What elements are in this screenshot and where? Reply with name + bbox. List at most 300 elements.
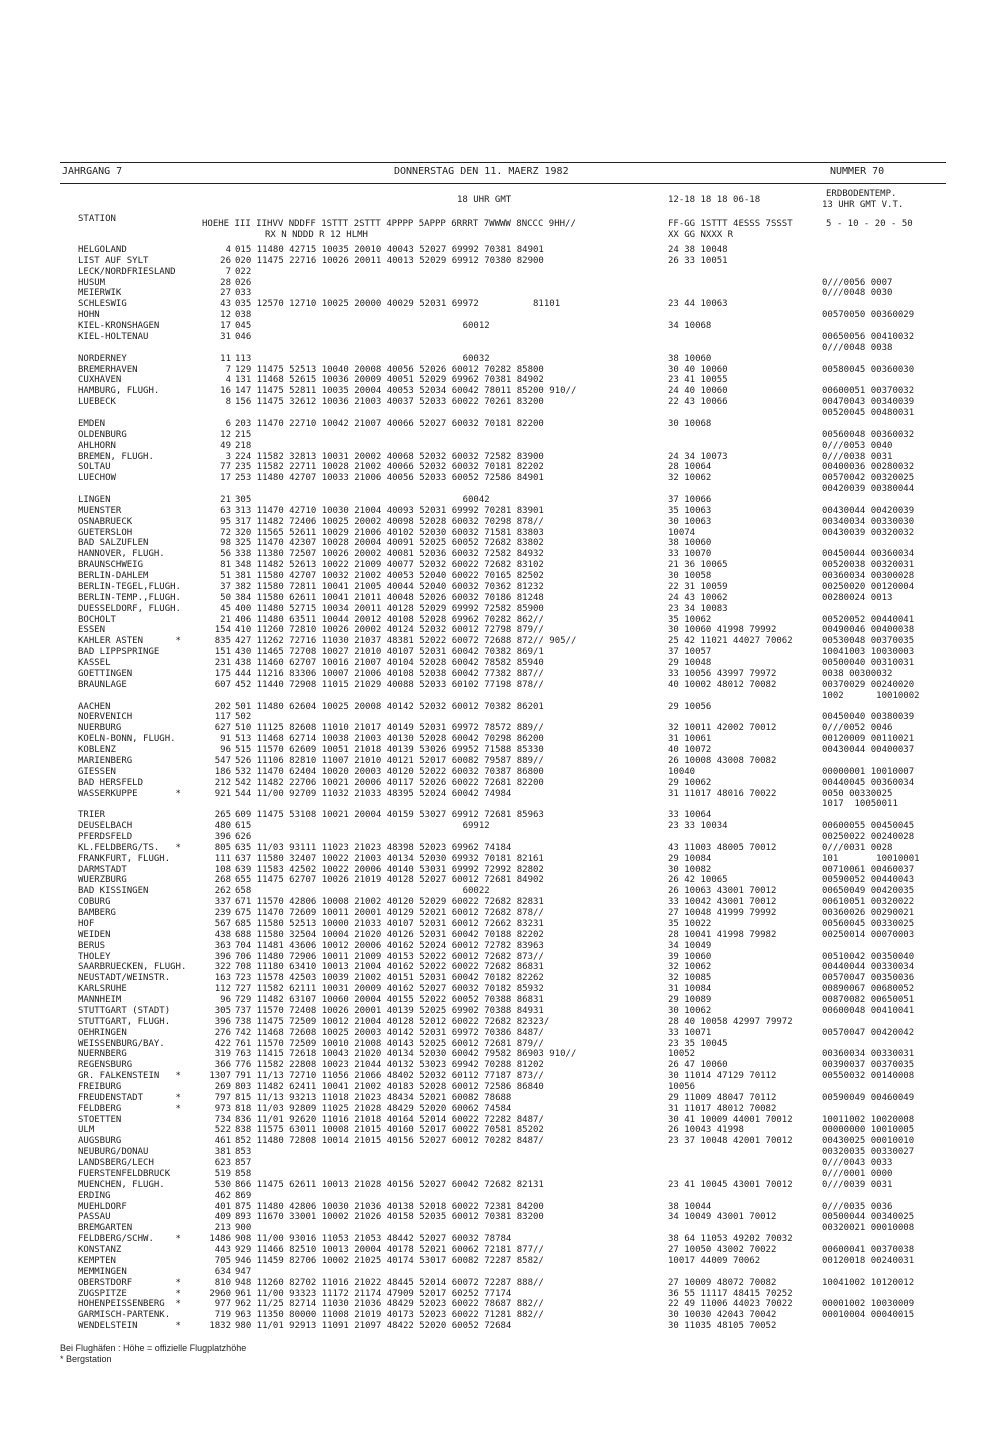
station-name: FRANKFURT, FLUGH. <box>78 853 171 864</box>
station-name: MANNHEIM <box>78 995 122 1006</box>
code-subheading-right: XX GG NXXX R <box>668 230 734 240</box>
station-height: 21 <box>220 614 231 625</box>
soil-temperature: 00320021 00010008 <box>822 1223 915 1234</box>
station-height: 797 <box>214 1092 231 1103</box>
synop-groups: 510 11125 82608 11010 21017 40149 52031 69972 78572 889// <box>235 723 544 734</box>
soil-temperature: 00570047 00350036 <box>822 973 915 984</box>
station-name: COBURG <box>78 897 111 908</box>
synop-groups: 671 11570 42806 10008 21002 40120 52029 60022 72682 82831 <box>235 897 544 908</box>
soil-temperature: 00600051 00370032 <box>822 386 915 397</box>
soil-temperature: 00430044 00420039 <box>822 505 915 516</box>
station-height: 462 <box>214 1190 231 1201</box>
extra-groups: 31 11017 48012 70082 <box>668 1103 777 1114</box>
station-height: 2960 <box>209 1288 231 1299</box>
extra-groups: 30 10063 <box>668 516 712 527</box>
station-name: NEUBURG/DONAU <box>78 1147 149 1158</box>
extra-groups: 29 10089 <box>668 995 712 1006</box>
station-height: 96 <box>220 995 231 1006</box>
station-name: ESSEN <box>78 625 106 636</box>
station-height: 262 <box>214 886 231 897</box>
station-height: 627 <box>214 723 231 734</box>
extra-groups: 22 49 11006 44023 70022 <box>668 1299 793 1310</box>
extra-groups: 30 10058 <box>668 571 712 582</box>
footnote-airports: Bei Flughäfen : Höhe = offizielle Flugplatzhöhe <box>60 1343 247 1353</box>
synop-groups: 761 11570 72509 10010 21008 40143 52025 60012 72681 879// <box>235 1038 544 1049</box>
station-height: 7 <box>225 364 231 375</box>
station-name: FUERSTENFELDBRUCK <box>78 1168 171 1179</box>
station-height: 175 <box>214 668 231 679</box>
extra-groups: 30 10082 <box>668 864 712 875</box>
station-name: BREMERHAVEN <box>78 364 138 375</box>
synop-groups: 742 11468 72608 10025 20003 40142 52031 69972 70386 8487/ <box>235 1027 544 1038</box>
extra-groups: 39 10060 <box>668 951 712 962</box>
station-height: 7 <box>225 266 231 277</box>
station-height: 231 <box>214 658 231 669</box>
station-height: 835 <box>214 636 231 647</box>
extra-groups: 30 41 10009 44001 70012 <box>668 1114 793 1125</box>
station-name: OLDENBURG <box>78 429 127 440</box>
extra-groups: 30 10060 41998 79992 <box>668 625 777 636</box>
station-height: 63 <box>220 505 231 516</box>
station-height: 212 <box>214 777 231 788</box>
extra-groups: 25 42 11021 44027 70062 <box>668 636 793 647</box>
station-height: 213 <box>214 1223 231 1234</box>
station-height: 45 <box>220 603 231 614</box>
soil-temperature: 00370029 00240020 <box>822 679 915 690</box>
footnote-mountain: * Bergstation <box>60 1354 112 1364</box>
soil-temperature: 10011002 10020008 <box>822 1114 915 1125</box>
station-name: HUSUM <box>78 277 106 288</box>
soil-temperature: 00710061 00460037 <box>822 864 915 875</box>
station-height: 461 <box>214 1136 231 1147</box>
station-name: KIEL-KRONSHAGEN <box>78 321 160 332</box>
soil-temperature: 00560045 00330025 <box>822 918 915 929</box>
synop-groups: 033 <box>235 288 252 299</box>
synop-groups: 655 11475 62707 10026 21019 40128 52027 60012 72681 84902 <box>235 875 544 886</box>
synop-groups: 544 11/00 92709 11032 21033 48395 52024 60042 74984 <box>235 788 512 799</box>
extra-groups: 23 35 10045 <box>668 1038 728 1049</box>
synop-groups: 410 11260 72810 10026 20002 40124 52032 60012 72798 879// <box>235 625 544 636</box>
station-height: 96 <box>220 745 231 756</box>
soil-temperature: 0///0052 0046 <box>822 723 893 734</box>
synop-groups: 738 11475 72509 10012 21004 40128 52012 60022 72682 82323/ <box>235 1016 550 1027</box>
synop-groups: 626 <box>235 831 252 842</box>
synop-groups: 776 11582 22808 10023 21044 40132 53023 69942 70288 81202 <box>235 1060 544 1071</box>
station-name: KONSTANZ <box>78 1245 122 1256</box>
synop-groups: 215 <box>235 429 252 440</box>
extra-groups: 29 10056 <box>668 701 712 712</box>
soil-temperature: 00650049 00420035 <box>822 886 915 897</box>
date-label: DONNERSTAG DEN 11. MAERZ 1982 <box>394 166 569 177</box>
station-height: 276 <box>214 1027 231 1038</box>
synop-groups: 325 11470 42307 10028 20004 40091 52025 60052 72682 83802 <box>235 538 544 549</box>
station-height: 56 <box>220 549 231 560</box>
soil-temperature: 0///0048 0030 <box>822 288 893 299</box>
synop-groups: 609 11475 53108 10021 20004 40159 53027 69912 72681 85963 <box>235 810 544 821</box>
station-name: WEIDEN <box>78 929 111 940</box>
soil-temperature: 0///0035 0036 <box>822 1201 893 1212</box>
extra-groups: 24 34 10073 <box>668 451 728 462</box>
synop-groups: 338 11380 72507 10026 20002 40081 52036 60032 72582 84932 <box>235 549 544 560</box>
station-name: LUECHOW <box>78 473 116 484</box>
synop-groups: 046 <box>235 331 252 342</box>
extra-groups: 32 10011 42002 70012 <box>668 723 777 734</box>
soil-temperature: 00001002 10030009 <box>822 1299 915 1310</box>
station-name: FELDBERG * <box>78 1103 181 1114</box>
station-name: MUENSTER <box>78 505 122 516</box>
extra-groups: 33 10042 43001 70012 <box>668 897 777 908</box>
code-heading-right: FF-GG 1STTT 4ESSS 7SSST <box>668 219 793 229</box>
synop-groups: 852 11480 72808 10014 21015 40156 52027 60012 70282 8487/ <box>235 1136 544 1147</box>
soil-temperature: 00340034 00330030 <box>822 516 915 527</box>
soil-temperature: 00890067 00680052 <box>822 984 915 995</box>
station-name: KOELN-BONN, FLUGH. <box>78 734 176 745</box>
station-name: MUENCHEN, FLUGH. <box>78 1179 165 1190</box>
synop-groups: 838 11575 63011 10008 21015 40160 52017 60022 70581 85202 <box>235 1125 544 1136</box>
extra-groups: 28 10041 41998 79982 <box>668 929 777 940</box>
synop-groups: 803 11482 62411 10041 21002 40183 52028 60012 72586 86840 <box>235 1081 544 1092</box>
station-name: HAMBURG, FLUGH. <box>78 386 160 397</box>
station-height: 734 <box>214 1114 231 1125</box>
synop-groups: 313 11470 42710 10030 21004 40093 52031 69992 70281 83901 <box>235 505 544 516</box>
synop-groups: 857 <box>235 1158 252 1169</box>
station-height: 81 <box>220 560 231 571</box>
synop-groups: 908 11/00 93016 11053 21053 48442 52027 60032 78784 <box>235 1234 512 1245</box>
synop-groups: 235 11582 22711 10028 21002 40066 52032 60032 70181 82202 <box>235 462 544 473</box>
soil-temperature: 00520052 00440041 <box>822 614 915 625</box>
station-height: 51 <box>220 571 231 582</box>
station-name: MEMMINGEN <box>78 1266 127 1277</box>
soil-temperature: 00280024 0013 <box>822 592 893 603</box>
extra-groups: 26 42 10065 <box>668 875 728 886</box>
extra-groups: 22 31 10059 <box>668 581 728 592</box>
synop-groups: 858 <box>235 1168 252 1179</box>
station-height: 530 <box>214 1179 231 1190</box>
station-height: 31 <box>220 331 231 342</box>
synop-groups: 317 11482 72406 10025 20002 40098 52028 60032 70298 878// <box>235 516 544 527</box>
soil-temperature: 00250020 00120004 <box>822 581 915 592</box>
extra-groups: 24 38 10048 <box>668 245 728 255</box>
station-height: 381 <box>214 1147 231 1158</box>
station-height: 72 <box>220 527 231 538</box>
extra-groups: 22 43 10066 <box>668 397 728 408</box>
synop-groups: 129 11475 52513 10040 20008 40056 52026 60012 70282 85800 <box>235 364 544 375</box>
extra-groups: 31 10084 <box>668 984 712 995</box>
station-height: 363 <box>214 940 231 951</box>
synop-groups: 947 <box>235 1266 252 1277</box>
station-height: 422 <box>214 1038 231 1049</box>
station-name: GARMISCH-PARTENK. <box>78 1310 171 1321</box>
station-name: GIESSEN <box>78 766 116 777</box>
page-header <box>60 162 946 184</box>
soil-temperature: 00360026 00290021 <box>822 908 915 919</box>
station-name: SCHLESWIG <box>78 299 127 310</box>
synop-groups: 224 11582 32813 10031 20002 40068 52032 60032 72582 83900 <box>235 451 544 462</box>
synop-groups: 729 11482 63107 10060 20004 40155 52022 60052 70388 86831 <box>235 995 544 1006</box>
station-height: 319 <box>214 1049 231 1060</box>
station-name: EMDEN <box>78 418 106 429</box>
station-height: 1832 <box>209 1321 231 1332</box>
station-name: HOF <box>78 918 95 929</box>
synop-groups: 929 11466 82510 10013 20004 40178 52021 60062 72181 877// <box>235 1245 544 1256</box>
soil-temperature: 00500040 00310031 <box>822 658 915 669</box>
station-name: MEIERWIK <box>78 288 122 299</box>
extra-groups: 26 10063 43001 70012 <box>668 886 777 897</box>
station-name: WASSERKUPPE * <box>78 788 181 799</box>
station-height: 21 <box>220 495 231 505</box>
synop-groups: 430 11465 72708 10027 21010 40107 52031 60042 70382 869/1 <box>235 647 544 658</box>
station-height: 4 <box>225 245 231 255</box>
soil-temperature: 0///0001 0000 <box>822 1168 893 1179</box>
extra-groups: 33 10064 <box>668 810 712 821</box>
soil-temperature: 0///0043 0033 <box>822 1158 893 1169</box>
extra-groups: 10052 <box>668 1049 696 1060</box>
extra-groups: 30 10030 42043 70042 <box>668 1310 777 1321</box>
synop-groups: 946 11459 82706 10002 21025 40174 53017 60082 72287 8582/ <box>235 1255 544 1266</box>
station-height: 16 <box>220 386 231 397</box>
station-name: OBERSTDORF * <box>78 1277 181 1288</box>
soil-temperature: 00120018 00240031 <box>822 1255 915 1266</box>
code-subheading: RX N NDDD R 12 HLMH <box>265 230 368 240</box>
soil-temperature: 00440044 00330034 <box>822 962 915 973</box>
station-name: PFERDSFELD <box>78 831 133 842</box>
extra-groups: 30 11035 48105 70052 <box>668 1321 777 1332</box>
station-name: THOLEY <box>78 951 111 962</box>
extra-groups: 29 10048 <box>668 658 712 669</box>
station-name: WEISSENBURG/BAY. <box>78 1038 165 1049</box>
synop-groups: 815 11/13 93213 11018 21023 48434 52021 60082 78688 <box>235 1092 512 1103</box>
station-height: 163 <box>214 973 231 984</box>
station-name: KIEL-HOLTENAU <box>78 331 149 342</box>
soil-temperature: 00400036 00280032 <box>822 462 915 473</box>
station-height: 17 <box>220 473 231 484</box>
station-name: BREMEN, FLUGH. <box>78 451 154 462</box>
soil-temperature: 101 10010001 <box>822 853 920 864</box>
extra-groups: 40 10002 48012 70082 <box>668 679 777 690</box>
synop-groups: 893 11670 33001 10002 21026 40158 52035 60012 70381 83200 <box>235 1212 544 1223</box>
soil-temperature: 00510042 00350040 <box>822 951 915 962</box>
extra-groups: 30 10068 <box>668 418 712 429</box>
station-height: 6 <box>225 418 231 429</box>
soil-temperature: 0038 00300032 <box>822 668 893 679</box>
station-height: 810 <box>214 1277 231 1288</box>
synop-groups: 853 <box>235 1147 252 1158</box>
extra-groups: 37 10057 <box>668 647 712 658</box>
time-heading: 18 UHR GMT <box>457 195 512 205</box>
synop-groups: 438 11460 62707 10016 21007 40104 52028 60042 78582 85940 <box>235 658 544 669</box>
soil-temp-heading: ERDBODENTEMP. <box>826 189 897 199</box>
station-height: 522 <box>214 1125 231 1136</box>
soil-temperature: 1002 10010002 <box>822 690 920 701</box>
station-name: HOHN <box>78 310 100 321</box>
synop-groups: 381 11580 42707 10032 21002 40053 52040 60022 70165 82502 <box>235 571 544 582</box>
synop-groups: 452 11440 72908 11015 21029 40088 52033 60102 77198 878// <box>235 679 544 690</box>
station-height: 4 <box>225 375 231 386</box>
station-name: BERLIN-TEGEL,FLUGH. <box>78 581 181 592</box>
station-height: 43 <box>220 299 231 310</box>
soil-temperature: 00010004 00040015 <box>822 1310 915 1321</box>
soil-temperature: 1017 10050011 <box>822 799 898 810</box>
station-height: 186 <box>214 766 231 777</box>
station-name: KEMPTEN <box>78 1255 116 1266</box>
station-name: STUTTGART (STADT) <box>78 1005 171 1016</box>
station-name: DARMSTADT <box>78 864 127 875</box>
station-name: BOCHOLT <box>78 614 116 625</box>
station-height: 98 <box>220 538 231 549</box>
extra-groups: 30 10062 <box>668 1005 712 1016</box>
extra-groups: 24 40 10060 <box>668 386 728 397</box>
synop-groups: 147 11475 52811 10035 20004 40053 52034 60042 78011 85200 910// <box>235 386 577 397</box>
station-name: KOBLENZ <box>78 745 116 756</box>
synop-groups: 542 11482 22706 10021 20006 40117 52026 60022 72681 82200 <box>235 777 544 788</box>
synop-groups: 305 60042 <box>235 495 490 505</box>
station-height: 322 <box>214 962 231 973</box>
station-heading: STATION <box>78 214 116 224</box>
soil-temperature: 00000000 10010005 <box>822 1125 915 1136</box>
station-name: BAD LIPPSPRINGE <box>78 647 160 658</box>
station-name: ERDING <box>78 1190 111 1201</box>
soil-temperature: 00530048 00370035 <box>822 636 915 647</box>
soil-temperature: 00650056 00410032 <box>822 331 915 342</box>
synop-groups: 791 11/13 72710 11056 21066 48402 52032 60112 77187 873// <box>235 1071 544 1082</box>
depth-heading: 5 - 10 - 20 - 50 <box>826 219 913 229</box>
station-name: FREUDENSTADT * <box>78 1092 181 1103</box>
station-height: 1486 <box>209 1234 231 1245</box>
station-name: KAHLER ASTEN * <box>78 636 181 647</box>
station-name: LANDSBERG/LECH <box>78 1158 154 1169</box>
extra-groups: 38 10044 <box>668 1201 712 1212</box>
soil-temperature: 0///0031 0028 <box>822 842 893 853</box>
station-name: BERLIN-TEMP.,FLUGH. <box>78 592 181 603</box>
station-height: 37 <box>220 581 231 592</box>
station-name: SAARBRUECKEN, FLUGH. <box>78 962 187 973</box>
station-name: WENDELSTEIN * <box>78 1321 181 1332</box>
soil-temperature: 00560048 00360032 <box>822 429 915 440</box>
station-height: 12 <box>220 310 231 321</box>
station-height: 28 <box>220 277 231 288</box>
extra-groups: 29 10084 <box>668 853 712 864</box>
issue-number: NUMMER 70 <box>830 166 885 177</box>
extra-groups: 35 10062 <box>668 614 712 625</box>
soil-temperature: 00570047 00420042 <box>822 1027 915 1038</box>
synop-groups: 218 <box>235 440 252 451</box>
soil-temperature: 00520045 00480031 <box>822 408 915 419</box>
station-height: 111 <box>214 853 231 864</box>
range-heading: 12-18 18 18 06-18 <box>668 195 761 205</box>
soil-temperature: 00600041 00370038 <box>822 1245 915 1256</box>
extra-groups: 23 37 10048 42001 70012 <box>668 1136 793 1147</box>
soil-temperature: 00320035 00330027 <box>822 1147 915 1158</box>
soil-temperature: 00430039 00320032 <box>822 527 915 538</box>
synop-groups: 688 11580 32504 10004 21020 40126 52031 60042 70188 82202 <box>235 929 544 940</box>
soil-temperature: 0050 00330025 <box>822 788 893 799</box>
synop-groups: 015 11480 42715 10035 20010 40043 52027 69992 70381 84901 <box>235 245 544 255</box>
synop-groups: 961 11/00 93323 11172 21174 47909 52017 60252 77174 <box>235 1288 512 1299</box>
extra-groups: 37 10066 <box>668 495 712 505</box>
extra-groups: 35 10063 <box>668 505 712 516</box>
station-name: BAMBERG <box>78 908 116 919</box>
extra-groups: 23 33 10034 <box>668 821 728 832</box>
synop-groups: 022 <box>235 266 252 277</box>
extra-groups: 23 44 10063 <box>668 299 728 310</box>
soil-temperature: 00500044 00340025 <box>822 1212 915 1223</box>
station-height: 480 <box>214 821 231 832</box>
soil-temperature: 00590052 00440043 <box>822 875 915 886</box>
synop-groups: 727 11582 62111 10031 20009 40162 52027 60032 70182 85932 <box>235 984 544 995</box>
station-height: 519 <box>214 1168 231 1179</box>
station-height: 269 <box>214 1081 231 1092</box>
station-height: 438 <box>214 929 231 940</box>
station-height: 719 <box>214 1310 231 1321</box>
soil-temperature: 00360034 00300028 <box>822 571 915 582</box>
soil-temperature: 00430044 00400037 <box>822 745 915 756</box>
synop-groups: 026 <box>235 277 252 288</box>
station-name: CUXHAVEN <box>78 375 122 386</box>
extra-groups: 33 10070 <box>668 549 712 560</box>
synop-groups: 406 11480 63511 10044 20012 40108 52028 69962 70282 862// <box>235 614 544 625</box>
synop-groups: 737 11570 72408 10026 20001 40139 52025 69902 70388 84931 <box>235 1005 544 1016</box>
station-height: 26 <box>220 255 231 266</box>
station-name: NOERVENICH <box>78 712 133 723</box>
station-name: BRAUNSCHWEIG <box>78 560 144 571</box>
synop-groups: 502 <box>235 712 252 723</box>
station-name: SOLTAU <box>78 462 111 473</box>
synop-groups: 348 11482 52613 10022 21009 40077 52032 60022 72682 83102 <box>235 560 544 571</box>
station-height: 977 <box>214 1299 231 1310</box>
synop-groups: 501 11480 62604 10025 20008 40142 52032 60012 70382 86201 <box>235 701 544 712</box>
station-height: 623 <box>214 1158 231 1169</box>
soil-temperature: 00450040 00380039 <box>822 712 915 723</box>
extra-groups: 34 10049 <box>668 940 712 951</box>
station-height: 547 <box>214 755 231 766</box>
synop-groups: 320 11565 52611 10029 21006 40102 52030 60032 71581 83803 <box>235 527 544 538</box>
synop-groups: 131 11468 52615 10036 20009 40051 52029 69962 70381 84902 <box>235 375 544 386</box>
soil-temperature: 00520038 00320031 <box>822 560 915 571</box>
extra-groups: 10040 <box>668 766 696 777</box>
extra-groups: 21 36 10065 <box>668 560 728 571</box>
station-height: 27 <box>220 288 231 299</box>
extra-groups: 10017 44009 70062 <box>668 1255 761 1266</box>
station-height: 705 <box>214 1255 231 1266</box>
station-name: LECK/NORDFRIESLAND <box>78 266 176 277</box>
station-name: STUTTGART, FLUGH. <box>78 1016 171 1027</box>
station-name: BERUS <box>78 940 106 951</box>
synop-groups: 444 11216 83306 10007 21006 40108 52038 60042 77382 887// <box>235 668 544 679</box>
extra-groups: 38 10060 <box>668 538 712 549</box>
station-height: 305 <box>214 1005 231 1016</box>
synop-groups: 203 11470 22710 10042 21007 40066 52027 60032 70181 82200 <box>235 418 544 429</box>
soil-temperature: 00250014 00070003 <box>822 929 915 940</box>
station-name: ULM <box>78 1125 95 1136</box>
station-name: AUGSBURG <box>78 1136 122 1147</box>
station-name: BRAUNLAGE <box>78 679 127 690</box>
extra-groups: 28 40 10058 42997 79972 <box>668 1016 793 1027</box>
extra-groups: 23 41 10045 43001 70012 <box>668 1179 793 1190</box>
synop-groups: 980 11/01 92913 11091 21097 48422 52020 60052 72684 <box>235 1321 512 1332</box>
soil-temp-subheading: 13 UHR GMT V.T. <box>822 200 904 210</box>
station-height: 805 <box>214 842 231 853</box>
synop-groups: 763 11415 72618 10043 21020 40134 52030 60042 79582 86903 910// <box>235 1049 577 1060</box>
soil-temperature: 00360034 00330031 <box>822 1049 915 1060</box>
extra-groups: 32 10062 <box>668 473 712 484</box>
extra-groups: 27 10009 48072 70082 <box>668 1277 777 1288</box>
station-name: HOHENPEISSENBERG * <box>78 1299 181 1310</box>
soil-temperature: 0///0038 0031 <box>822 451 893 462</box>
station-height: 396 <box>214 1016 231 1027</box>
synop-groups: 704 11481 43606 10012 20006 40162 52024 60012 72782 83963 <box>235 940 544 951</box>
station-height: 91 <box>220 734 231 745</box>
station-height: 396 <box>214 831 231 842</box>
